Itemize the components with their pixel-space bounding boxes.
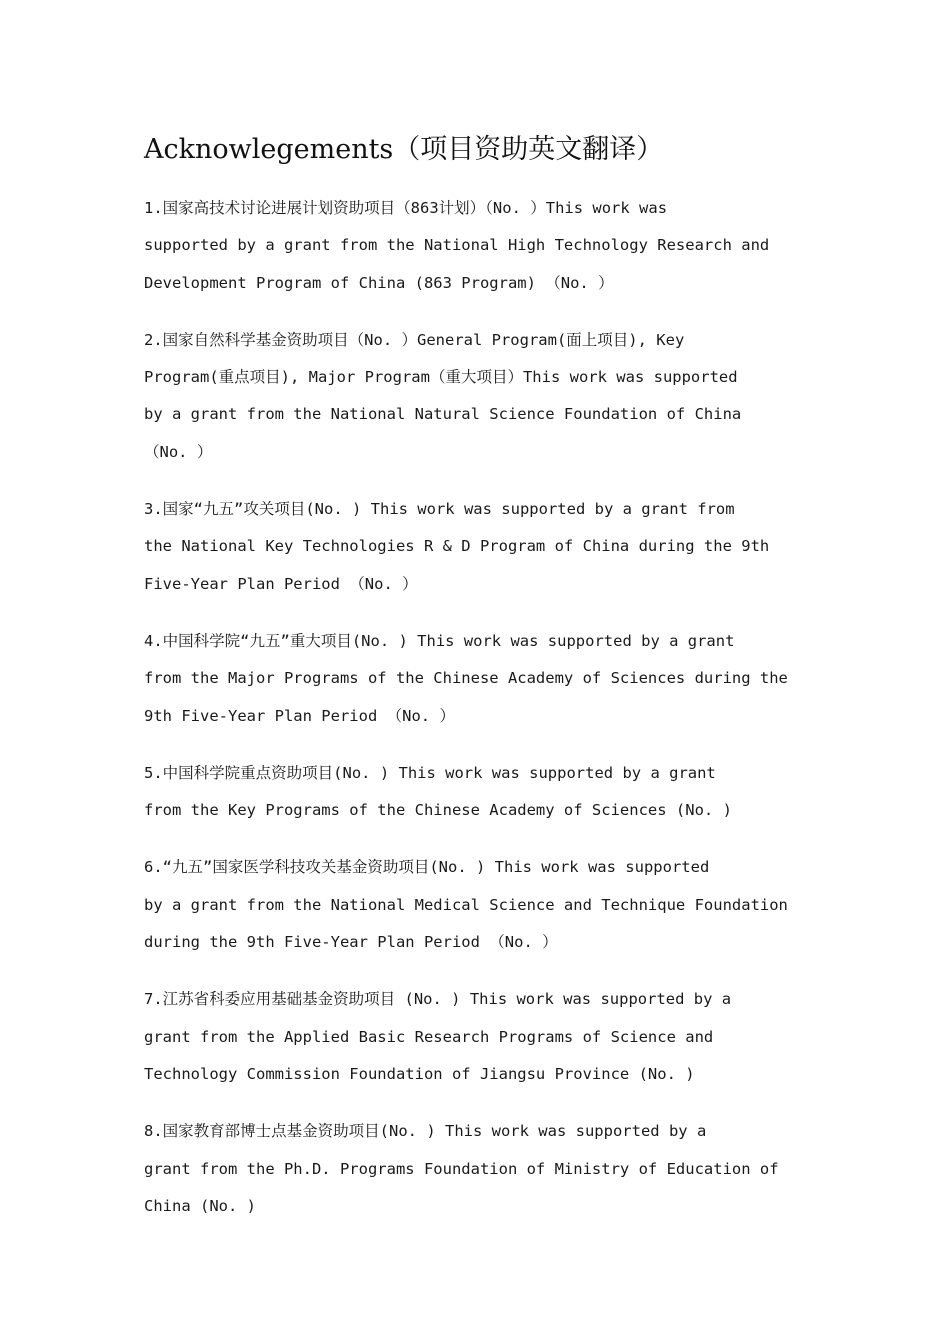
paragraph-6: 6.“九五”国家医学科技攻关基金资助项目(No. ) This work was supported by a grant from the National Medical Science and Technique Foundation during the 9th Five-Year Plan Period （No. ） [144, 858, 788, 952]
paragraph-5: 5.中国科学院重点资助项目(No. ) This work was supported by a grant from the Key Programs of the Chinese Academy of Sciences (No. ) [144, 763, 732, 820]
paragraph-4: 4.中国科学院“九五”重大项目(No. ) This work was supported by a grant from the Major Programs of the Chinese Academy of Sciences during the 9th Five-Year Plan Period （No. ） [144, 631, 788, 725]
document-title: Acknowlegements（项目资助英文翻译） [144, 134, 664, 165]
paragraph-1: 1.国家高技术讨论进展计划资助项目（863计划）（No. ）This work was supported by a grant from the National High Technology Research and Development Program of China (863 Program) （No. ） [144, 199, 770, 292]
paragraph-8: 8.国家教育部博士点基金资助项目(No. ) This work was supported by a grant from the Ph.D. Programs Foundation of Ministry of Education of China (No. ) [144, 1122, 779, 1215]
paragraph-3: 3.国家“九五”攻关项目(No. ) This work was supported by a grant from the National Key Technologies R & D Program of China during the 9th Five-Year Plan Period （No. ） [144, 500, 770, 593]
paragraph-2: 2.国家自然科学基金资助项目（No. ）General Program(面上项目), Key Program(重点项目), Major Program（重大项目）This work was supported by a grant from the National Natural Science Foundation of China （No. ） [144, 330, 742, 461]
paragraph-7: 7.江苏省科委应用基础基金资助项目 (No. ) This work was supported by a grant from the Applied Basic Research Programs of Science and Technology Commission Foundation of Jiangsu Province (No. ) [144, 990, 732, 1083]
document-body [144, 190, 812, 1245]
